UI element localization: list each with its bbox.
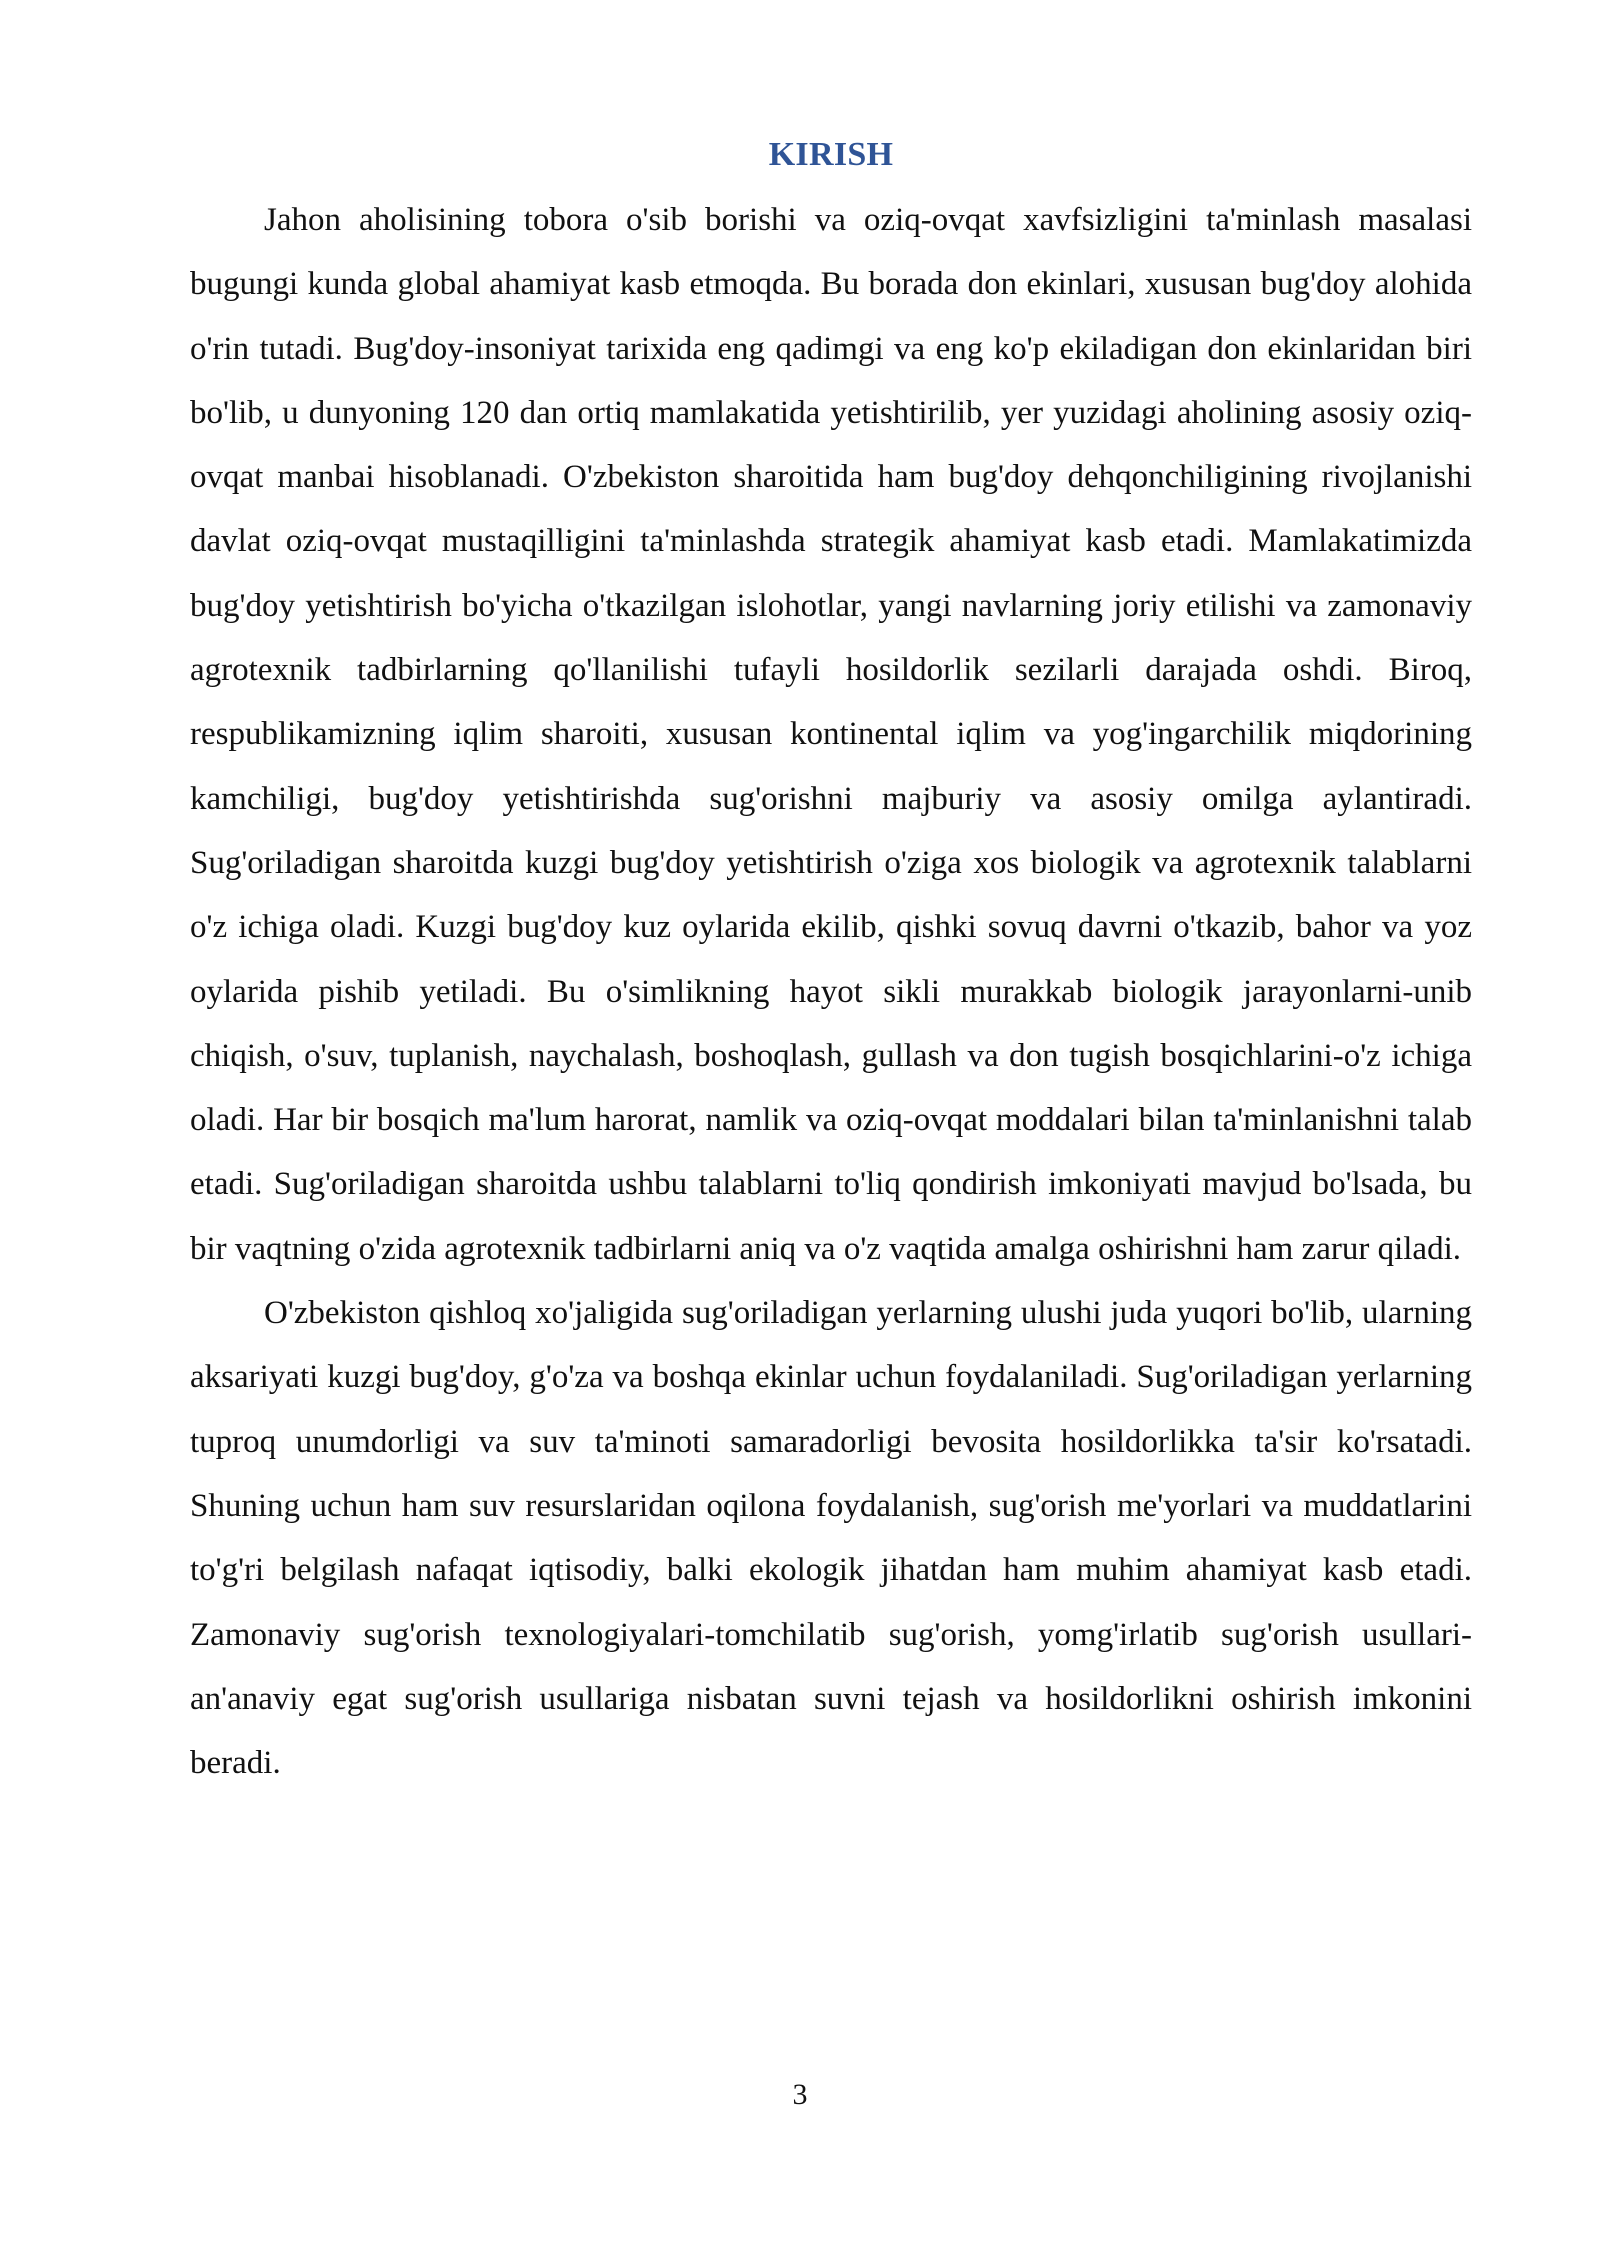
section-title: KIRISH <box>768 136 894 173</box>
body-paragraph-2: O'zbekiston qishloq xo'jaligida sug'oriladigan yerlarning ulushi juda yuqori bo'lib, ularning aksariyati kuzgi bug'doy, g'o'za va boshqa ekinlar uchun foydalaniladi. Sug'oriladigan yerlarning tuproq unumdorligi va suv ta'minoti samaradorligi bevosita hosildorlikka ta'sir ko'rsatadi. Shuning uchun ham suv resurslaridan oqilona foydalanish, sug'orish me'yorlari va muddatlarini to'g'ri belgilash nafaqat iqtisodiy, balki ekologik jihatdan ham muhim ahamiyat kasb etadi. Zamonaviy sug'orish texnologiyalari-tomchilatib sug'orish, yomg'irlatib sug'orish usullari-an'anaviy egat sug'orish usullariga nisbatan suvni tejash va hosildorlikni oshirish imkonini beradi. <box>190 1295 1472 1782</box>
body-paragraph-1: Jahon aholisining tobora o'sib borishi va oziq-ovqat xavfsizligini ta'minlash masalasi bugungi kunda global ahamiyat kasb etmoqda. Bu borada don ekinlari, xususan bug'doy alohida o'rin tutadi. Bug'doy-insoniyat tarixida eng qadimgi va eng ko'p ekiladigan don ekinlaridan biri bo'lib, u dunyoning 120 dan ortiq mamlakatida yetishtirilib, yer yuzidagi aholining asosiy oziq-ovqat manbai hisoblanadi. O'zbekiston sharoitida ham bug'doy dehqonchiligining rivojlanishi davlat oziq-ovqat mustaqilligini ta'minlashda strategik ahamiyat kasb etadi. Mamlakatimizda bug'doy yetishtirish bo'yicha o'tkazilgan islohotlar, yangi navlarning joriy etilishi va zamonaviy agrotexnik tadbirlarning qo'llanilishi tufayli hosildorlik sezilarli darajada oshdi. Biroq, respublikamizning iqlim sharoiti, xususan kontinental iqlim va yog'ingarchilik miqdorining kamchiligi, bug'doy yetishtirishda sug'orishni majburiy va asosiy omilga aylantiradi. Sug'oriladigan sharoitda kuzgi bug'doy yetishtirish o'ziga xos biologik va agrotexnik talablarni o'z ichiga oladi. Kuzgi bug'doy kuz oylarida ekilib, qishki sovuq davrni o'tkazib, bahor va yoz oylarida pishib yetiladi. Bu o'simlikning hayot sikli murakkab biologik jarayonlarni-unib chiqish, o'suv, tuplanish, naychalash, boshoqlash, gullash va don tugish bosqichlarini-o'z ichiga oladi. Har bir bosqich ma'lum harorat, namlik va oziq-ovqat moddalari bilan ta'minlanishni talab etadi. Sug'oriladigan sharoitda ushbu talablarni to'liq qondirish imkoniyati mavjud bo'lsada, bu bir vaqtning o'zida agrotexnik tadbirlarni aniq va o'z vaqtida amalga oshirishni ham zarur qiladi. <box>190 202 1472 1267</box>
page-number: 3 <box>792 2078 808 2111</box>
page-content <box>190 128 1472 1795</box>
